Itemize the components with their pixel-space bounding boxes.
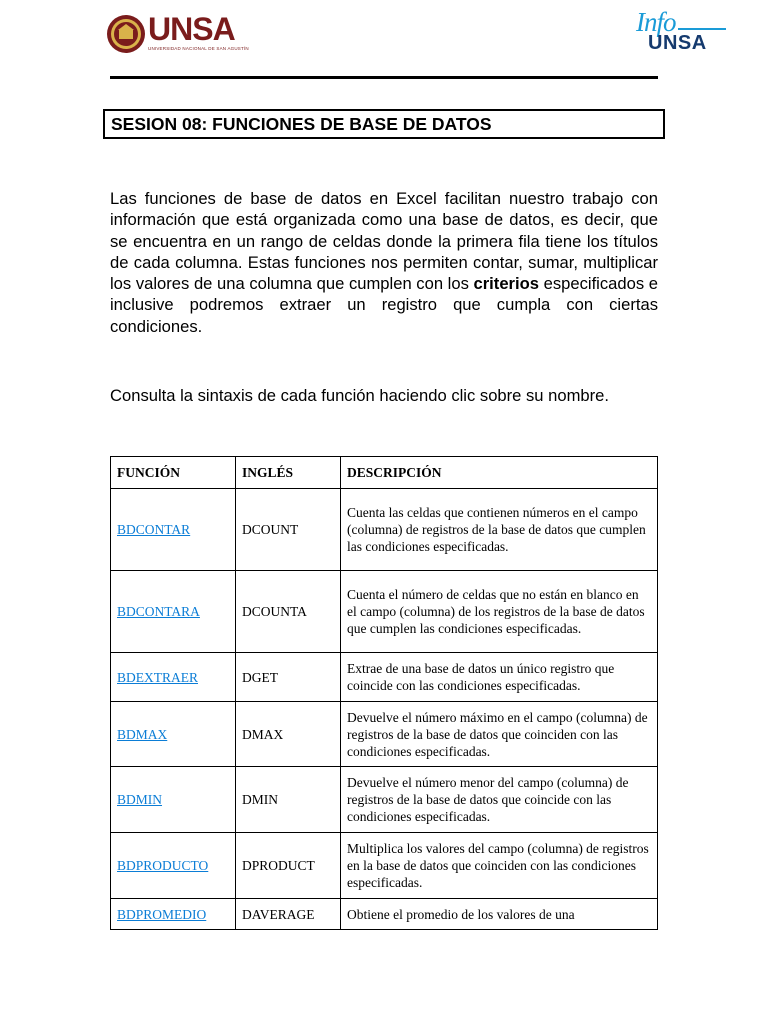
function-cell (111, 899, 236, 930)
table-row (111, 702, 658, 767)
english-name: DGET (236, 653, 341, 702)
header-ingles: INGLÉS (236, 457, 341, 489)
header-divider (110, 76, 658, 79)
instruction-paragraph: Consulta la sintaxis de cada función haciendo clic sobre su nombre. (110, 386, 610, 405)
function-link-bdmax[interactable]: BDMAX (117, 726, 168, 742)
unsa-logo-subtitle: UNIVERSIDAD NACIONAL DE SAN AGUSTÍN (148, 46, 249, 51)
header-funcion: FUNCIÓN (111, 457, 236, 489)
info-logo-unsa-text: UNSA (648, 32, 707, 54)
table-row (111, 899, 658, 930)
table-header-row (111, 457, 658, 489)
description: Multiplica los valores del campo (columna) de registros en la base de datos que coinciden con las condiciones especificadas. (341, 833, 658, 899)
description: Devuelve el número menor del campo (columna) de registros de la base de datos que coincide con las condiciones especificadas. (341, 767, 658, 833)
function-link-bdmin[interactable]: BDMIN (117, 792, 163, 807)
info-unsa-logo (634, 8, 734, 56)
intro-paragraph (110, 188, 658, 337)
function-cell (111, 653, 236, 702)
function-link-bdcontara[interactable]: BDCONTARA (117, 604, 200, 619)
intro-text-after: especificados e inclusive podremos extraer un registro que cumpla con ciertas condiciones. (110, 274, 658, 336)
unsa-logo-text: UNSA (148, 11, 235, 47)
intro-bold-word: criterios (473, 274, 539, 294)
description: Cuenta las celdas que contienen números en el campo (columna) de registros de la base de datos que cumplen las condiciones especificadas. (341, 489, 658, 571)
function-link-bdproducto[interactable]: BDPRODUCTO (117, 858, 209, 873)
session-title-box (103, 109, 665, 139)
table-row (111, 571, 658, 653)
info-logo-underline (678, 28, 726, 30)
university-seal-icon (106, 14, 146, 54)
function-cell (111, 702, 236, 767)
session-title: SESION 08: FUNCIONES DE BASE DE DATOS (111, 114, 492, 134)
unsa-logo (106, 11, 249, 58)
table-row (111, 833, 658, 899)
info-logo-text: Info (636, 7, 676, 37)
table-row (111, 489, 658, 571)
description: Devuelve el número máximo en el campo (columna) de registros de la base de datos que coinciden con las condiciones especificadas. (341, 702, 658, 767)
function-cell (111, 767, 236, 833)
english-name: DPRODUCT (236, 833, 341, 899)
table-row (111, 653, 658, 702)
function-link-bdpromedio[interactable]: BDPROMEDIO (117, 906, 207, 922)
function-cell (111, 489, 236, 571)
table-row (111, 767, 658, 833)
english-name: DCOUNT (236, 489, 341, 571)
page-header (0, 0, 768, 80)
english-name: DMAX (236, 702, 341, 767)
functions-table (110, 456, 658, 930)
english-name: DAVERAGE (236, 899, 341, 930)
description: Obtiene el promedio de los valores de una (341, 899, 658, 930)
function-link-bdcontar[interactable]: BDCONTAR (117, 522, 191, 537)
header-descripcion: DESCRIPCIÓN (341, 457, 658, 489)
description: Cuenta el número de celdas que no están en blanco en el campo (columna) de los registros de la base de datos que cumplen las condiciones especificadas. (341, 571, 658, 653)
english-name: DMIN (236, 767, 341, 833)
description: Extrae de una base de datos un único registro que coincide con las condiciones especificadas. (341, 653, 658, 702)
function-cell (111, 571, 236, 653)
english-name: DCOUNTA (236, 571, 341, 653)
function-cell (111, 833, 236, 899)
function-link-bdextraer[interactable]: BDEXTRAER (117, 669, 198, 685)
intro-text-before: Las funciones de base de datos en Excel facilitan nuestro trabajo con información que está organizada como una base de datos, es decir, que se encuentra en un rango de celdas donde la primera fila tiene los títulos de cada columna. Estas funciones nos permiten contar, sumar, multiplicar los valores de una columna que cumplen con los (110, 189, 658, 294)
